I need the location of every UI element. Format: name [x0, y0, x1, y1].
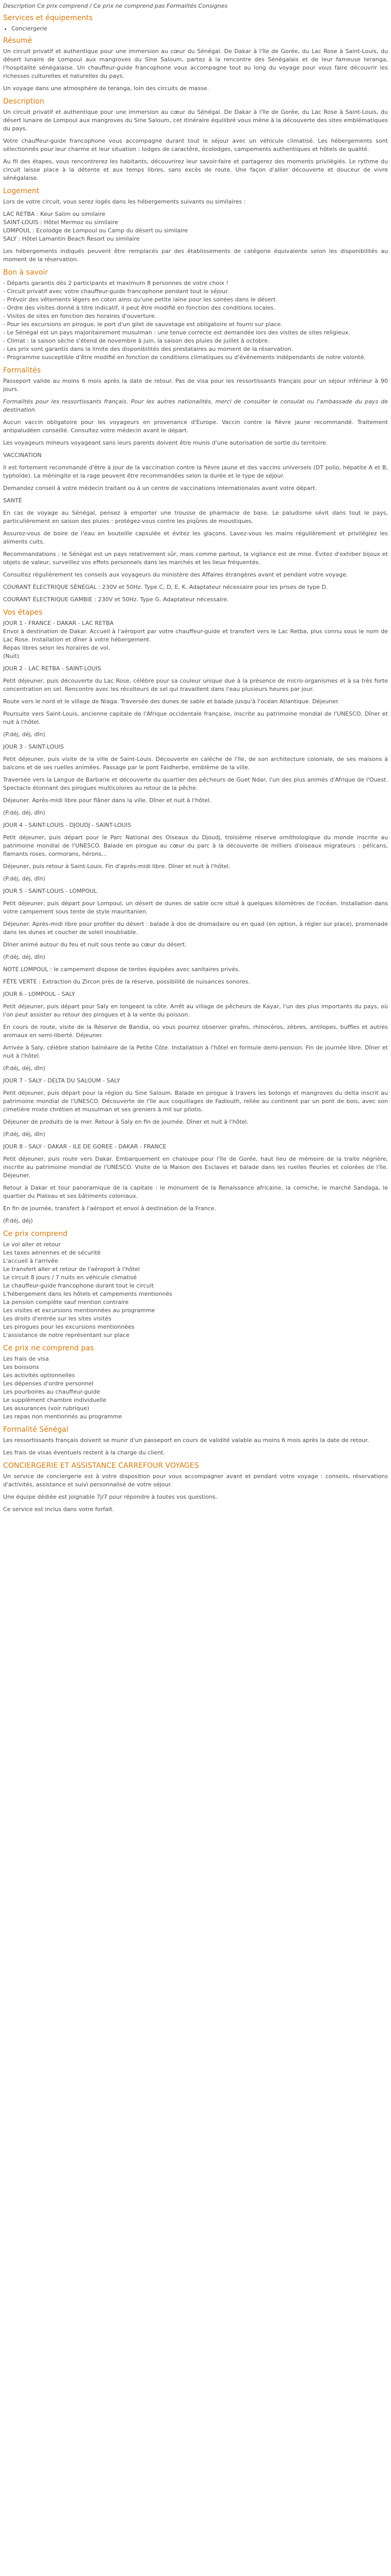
- logement-p1: Lors de votre circuit, vous serez logés dans les hébergements suivants ou similaires :: [3, 198, 246, 205]
- day6-p3: Arrivée à Saly, célèbre station balnéaire de la Petite Côte. Installation à l'hôtel en formule demi-pension. Fin de journée libre. Dîner et nuit à l'hôtel.: [3, 1044, 388, 1059]
- prix-comprend-item: Le vol aller et retour: [3, 1241, 61, 1248]
- day3-p1: Petit déjeuner, puis visite de la ville de Saint-Louis. Découverte en calèche de l'île, de son architecture coloniale, de ses maisons à balcons et de ses ruelles animées. Passage par le pont Faidherbe, emblème de la ville.: [3, 756, 388, 771]
- day8-meals: (P.déj, déj): [3, 1217, 33, 1224]
- sante-p1: En cas de voyage au Sénégal, pensez à emporter une trousse de pharmacie de base. Le paludisme sévit dans tout le pays, particulièrement en saison des pluies : protégez-vous contre les piqûres de moustiques.: [3, 510, 388, 524]
- etapes-day1: [3, 619, 388, 660]
- day5-p2: Déjeuner. Après-midi libre pour profiter du désert : balade à dos de dromadaire ou en quad (en option, à régler sur place), promenade dans les dunes et coucher de soleil inoubliable.: [3, 921, 388, 936]
- note-fete-verte: FÊTE VERTE : Extraction du Zircon près de la réserve, possibilité de nuisances sonores.: [3, 978, 250, 985]
- bonasavoir-item: - Départs garantis dès 2 participants et maximum 8 personnes de votre choix !: [3, 280, 229, 286]
- prix-ne-comprend-item: Les assurances (voir rubrique): [3, 1405, 90, 1412]
- prix-comprend-title: Ce prix comprend: [3, 1230, 68, 1238]
- vaccination-title: VACCINATION: [3, 452, 42, 459]
- day5-title: JOUR 5 - SAINT-LOUIS - LOMPOUL: [3, 888, 97, 894]
- day7-title: JOUR 7 - SALY - DELTA DU SALOUM - SALY: [3, 1077, 120, 1084]
- bonasavoir-item: - Ordre des visites donné à titre indicatif, il peut être modifié en fonction des conditions locales.: [3, 304, 275, 311]
- logement-line: LOMPOUL : Ecolodge de Lompoul ou Camp du désert ou similaire: [3, 227, 188, 234]
- prix-ne-comprend-item: Les boissons: [3, 1364, 39, 1370]
- prix-comprend-list: [3, 1241, 388, 1340]
- services-item: • Conciergerie: [11, 25, 388, 33]
- day7-p1: Petit déjeuner, puis départ pour la région du Sine Saloum. Balade en pirogue à travers les bolongs et mangroves du delta inscrit au patrimoine mondial de l'UNESCO. Découverte de l'île aux coquillages de Fadiouth, reliée au continent par un pont de bois, avec son cimetière mixte chrétien et musulman et ses greniers à mil sur pilotis.: [3, 1090, 388, 1113]
- courant-senegal: COURANT ÉLECTRIQUE SÉNÉGAL : 230V et 50Hz. Type C, D, E, K. Adaptateur nécessaire pour les prises de type D.: [3, 584, 328, 590]
- prix-ne-comprend-list: [3, 1355, 388, 1421]
- intro-line: Description Ce prix comprend / Ce prix ne comprend pas Formalités Consignes: [3, 3, 228, 9]
- prix-ne-comprend-title: Ce prix ne comprend pas: [3, 1344, 94, 1352]
- description-title: Description: [3, 97, 44, 106]
- prix-ne-comprend-item: Les repas non mentionnés au programme: [3, 1413, 122, 1420]
- vaccination-p1: Il est fortement recommandé d'être à jour de la vaccination contre la fièvre jaune et des vaccins universels (DT polio, hépatite A et B, typhoïde). La méningite et la rage peuvent être recommandées selon la durée et le type de séjour.: [3, 464, 388, 479]
- prix-comprend-item: Les visites et excursions mentionnées au programme: [3, 1307, 155, 1314]
- day4-meals: (P.déj, déj, dîn): [3, 875, 45, 882]
- bonasavoir-list: [3, 279, 388, 362]
- courant-gambie: COURANT ÉLECTRIQUE GAMBIE : 230V et 50Hz. Type G. Adaptateur nécessaire.: [3, 596, 229, 603]
- day6-p2: En cours de route, visite de la Réserve de Bandia, où vous pourrez observer girafes, rhinocéros, zèbres, antilopes, buffles et autres animaux en semi-liberté. Déjeuner.: [3, 1024, 388, 1039]
- prix-comprend-item: L'hébergement dans les hôtels et campements mentionnés: [3, 1291, 172, 1297]
- formalite-senegal-p1: Les ressortissants français doivent se munir d'un passeport en cours de validité valable au moins 6 mois après la date de retour.: [3, 1437, 369, 1444]
- bonasavoir-item: - Prévoir des vêtements légers en coton ainsi qu'une petite laine pour les soirées dans le désert.: [3, 296, 278, 303]
- prix-comprend-item: La pension complète sauf mention contraire: [3, 1299, 129, 1306]
- day2-title: JOUR 2 - LAC RETBA - SAINT-LOUIS: [3, 665, 101, 672]
- securite-p1: Recommandations : le Sénégal est un pays relativement sûr, mais comme partout, la vigilance est de mise. Évitez d'exhiber bijoux et objets de valeur, surveillez vos effets personnels dans les marchés et les lieux fréquentés.: [3, 551, 388, 566]
- prix-ne-comprend-item: Les pourboires au chauffeur-guide: [3, 1388, 100, 1395]
- formalites-p2: Formalités pour les ressortissants français. Pour les autres nationalités, merci de consulter le consulat ou l'ambassade du pays de destination.: [3, 398, 388, 413]
- prix-ne-comprend-item: Les dépenses d'ordre personnel: [3, 1380, 94, 1387]
- day2-meals: (P.déj, déj, dîn): [3, 731, 45, 738]
- conciergerie-title: CONCIERGERIE ET ASSISTANCE CARREFOUR VOYAGES: [3, 1462, 199, 1470]
- formalites-p1: Passeport valide au moins 6 mois après la date de retour. Pas de visa pour les ressortissants français pour un séjour inférieur à 90 jours.: [3, 378, 388, 393]
- prix-comprend-item: L'accueil à l'arrivée: [3, 1258, 58, 1264]
- vaccination-p2: Demandez conseil à votre médecin traitant ou à un centre de vaccinations internationales avant votre départ.: [3, 485, 317, 492]
- day4-title: JOUR 4 - SAINT-LOUIS - DJOUDJ - SAINT-LOUIS: [3, 822, 132, 828]
- resume-text: Un circuit privatif et authentique pour une immersion au cœur du Sénégal. De Dakar à l'île de Gorée, du Lac Rose à Saint-Louis, du désert lunaire de Lompoul aux mangroves du Sine Saloum, partez à la rencontre des Sénégalais et de leur fameuse teranga, l'hospitalité sénégalaise. Un chauffeur-guide francophone vous accompagne tout au long du voyage pour vous faire découvrir les richesses culturelles et naturelles du pays.: [3, 48, 388, 79]
- formalite-senegal-title: Formalité Sénégal: [3, 1426, 69, 1434]
- day5-p3: Dîner animé autour du feu et nuit sous tente au cœur du désert.: [3, 941, 187, 948]
- day7-p2: Déjeuner de produits de la mer. Retour à Saly en fin de journée. Dîner et nuit à l'hôtel.: [3, 1118, 249, 1125]
- day6-meals: (P.déj, déj, dîn): [3, 1065, 45, 1072]
- services-title: Services et équipements: [3, 14, 93, 22]
- bonasavoir-title: Bon à savoir: [3, 268, 48, 277]
- logement-title: Logement: [3, 187, 40, 195]
- day3-p3: Déjeuner. Après-midi libre pour flâner dans la ville. Dîner et nuit à l'hôtel.: [3, 797, 211, 804]
- day7-meals: (P.déj, déj, dîn): [3, 1131, 45, 1138]
- prix-ne-comprend-item: Les frais de visa: [3, 1355, 49, 1362]
- day8-p2: Retour à Dakar et tour panoramique de la capitale : le monument de la Renaissance africaine, la corniche, le marché Sandaga, le quartier du Plateau et ses bâtiments coloniaux.: [3, 1184, 388, 1199]
- conciergerie-p2: Une équipe dédiée est joignable 7j/7 pour répondre à toutes vos questions.: [3, 1494, 218, 1500]
- prix-comprend-item: Le chauffeur-guide francophone durant tout le circuit: [3, 1282, 154, 1289]
- logement-list: [3, 210, 388, 243]
- description-p2: Votre chauffeur-guide francophone vous accompagne durant tout le séjour avec un véhicule climatisé. Les hébergements sont sélectionnés pour leur charme et leur situation : lodges de caractère, écolodges, campements authentiques et hôtels de qualité.: [3, 138, 388, 152]
- day8-title: JOUR 8 - SALY - DAKAR - ILE DE GOREE - DAKAR - FRANCE: [3, 1143, 167, 1150]
- bonasavoir-item: - Programme susceptible d'être modifié en fonction de conditions climatiques ou d'événements indépendants de notre volonté.: [3, 354, 366, 361]
- day3-title: JOUR 3 - SAINT-LOUIS: [3, 743, 64, 750]
- day4-p1: Petit déjeuner, puis départ pour le Parc National des Oiseaux du Djoudj, troisième réserve ornithologique du monde inscrite au patrimoine mondial de l'UNESCO. Balade en pirogue au cœur du parc à la découverte de milliers d'oiseaux migrateurs : pélicans, flamants roses, cormorans, hérons...: [3, 834, 388, 857]
- formalites-p3: Aucun vaccin obligatoire pour les voyageurs en provenance d'Europe. Vaccin contre la fièvre jaune recommandé. Traitement antipaludéen conseillé. Consultez votre médecin avant le départ.: [3, 419, 388, 434]
- day2-p1: Petit déjeuner, puis découverte du Lac Rose, célèbre pour sa couleur unique due à la présence de micro-organismes et à sa très forte concentration en sel. Rencontre avec les récolteurs de sel qui travaillent dans l'eau plusieurs heures par jour.: [3, 677, 388, 692]
- product-document: [0, 2, 391, 1528]
- etapes-title: Vos étapes: [3, 608, 43, 617]
- description-p1: Un circuit privatif et authentique pour une immersion au cœur du Sénégal. De Dakar à l'île de Gorée, du Lac Rose à Saint-Louis, du désert lunaire de Lompoul aux mangroves du Sine Saloum, cet itinéraire équilibré vous mène à la découverte des sites emblématiques du pays.: [3, 109, 388, 132]
- day1-meals: (Nuit): [3, 653, 20, 659]
- day5-p1: Petit déjeuner, puis départ pour Lompoul, un désert de dunes de sable ocre situé à quelques kilomètres de l'océan. Installation dans votre campement sous tente de style mauritanien.: [3, 900, 388, 915]
- resume-text-2: Un voyage dans une atmosphère de teranga, loin des circuits de masse.: [3, 85, 209, 92]
- description-p3: Au fil des étapes, vous rencontrerez les habitants, découvrirez leur savoir-faire et partagerez des moments privilégiés. Le rythme du circuit laisse place à la détente et aux temps libres, sans excès de route. Une façon d'allier découverte et douceur de vivre sénégalaise.: [3, 158, 388, 181]
- day3-p2: Traversée vers la Langue de Barbarie et découverte du quartier des pêcheurs de Guet Ndar, l'un des plus animés d'Afrique de l'Ouest. Spectacle étonnant des pirogues multicolores au retour de la pêche.: [3, 776, 388, 791]
- prix-comprend-item: Les pirogues pour les excursions mentionnées: [3, 1324, 135, 1330]
- resume-title: Résumé: [3, 37, 32, 45]
- formalite-senegal-p2: Les frais de visas éventuels restent à la charge du client.: [3, 1449, 165, 1456]
- note-lompoul: NOTE LOMPOUL : le campement dispose de tentes équipées avec sanitaires privés.: [3, 966, 240, 973]
- bonasavoir-item: - Les prix sont garantis dans la limite des disponibilités des prestataires au moment de la réservation.: [3, 346, 293, 352]
- day1-meals-note: Repas libres selon les horaires de vol.: [3, 645, 110, 651]
- prix-ne-comprend-item: Le supplément chambre individuelle: [3, 1397, 107, 1403]
- day8-p1: Petit déjeuner, puis route vers Dakar. Embarquement en chaloupe pour l'île de Gorée, haut lieu de mémoire de la traite négrière, inscrite au patrimoine mondial de l'UNESCO. Visite de la Maison des Esclaves et balade dans les ruelles fleuries et colorées de l'île. Déjeuner.: [3, 1156, 388, 1179]
- logement-p2: Les hébergements indiqués peuvent être remplacés par des établissements de catégorie équivalente selon les disponibilités au moment de la réservation.: [3, 248, 388, 263]
- day1-title: JOUR 1 - FRANCE - DAKAR - LAC RETBA: [3, 620, 114, 626]
- day1-text: Envol à destination de Dakar. Accueil à l'aéroport par votre chauffeur-guide et transfert vers le Lac Retba, plus connu sous le nom de Lac Rose. Installation et dîner à votre hébergement.: [3, 628, 388, 643]
- conciergerie-p3: Ce service est inclus dans votre forfait.: [3, 1506, 115, 1513]
- formalites-p4: Les voyageurs mineurs voyageant sans leurs parents doivent être munis d'une autorisation de sortie du territoire.: [3, 439, 328, 446]
- day2-p2: Route vers le nord et le village de Niaga. Traversée des dunes de sable et balade jusqu'à l'océan Atlantique. Déjeuner.: [3, 698, 340, 705]
- logement-line: SALY : Hôtel Lamantin Beach Resort ou similaire: [3, 235, 140, 242]
- securite-p2: Consultez régulièrement les conseils aux voyageurs du ministère des Affaires étrangères avant et pendant votre voyage.: [3, 571, 348, 578]
- sante-p2: Assurez-vous de boire de l'eau en bouteille capsulée et évitez les glaçons. Lavez-vous les mains régulièrement et privilégiez les aliments cuits.: [3, 530, 388, 545]
- prix-comprend-item: L'assistance de notre représentant sur place: [3, 1332, 129, 1338]
- day4-p2: Déjeuner, puis retour à Saint-Louis. Fin d'après-midi libre. Dîner et nuit à l'hôtel.: [3, 863, 231, 870]
- logement-line: LAC RETBA : Keur Salim ou similaire: [3, 211, 106, 217]
- day6-p1: Petit déjeuner, puis départ pour Saly en longeant la côte. Arrêt au village de pêcheurs de Kayar, l'un des plus importants du pays, où l'on peut assister au retour des pirogues et à la vente du poisson.: [3, 1003, 388, 1018]
- prix-comprend-item: Les taxes aériennes et de sécurité: [3, 1249, 101, 1256]
- conciergerie-p1: Un service de conciergerie est à votre disposition pour vous accompagner avant et pendant votre voyage : conseils, réservations d'activités, assistance et suivi personnalisé de votre séjour.: [3, 1473, 388, 1488]
- bonasavoir-item: - Climat : la saison sèche s'étend de novembre à juin, la saison des pluies de juillet à octobre.: [3, 337, 270, 344]
- day3-meals: (P.déj, déj, dîn): [3, 809, 45, 816]
- sante-title: SANTÉ: [3, 497, 22, 504]
- day2-p3: Poursuite vers Saint-Louis, ancienne capitale de l'Afrique occidentale française, inscrite au patrimoine mondial de l'UNESCO. Dîner et nuit à l'hôtel.: [3, 710, 388, 725]
- bonasavoir-item: - Visites de sites en fonction des horaires d'ouverture.: [3, 313, 157, 319]
- services-list: [3, 25, 388, 33]
- prix-comprend-item: Le transfert aller et retour de l'aéroport à l'hôtel: [3, 1266, 140, 1273]
- bonasavoir-item: - Pour les excursions en pirogue, le port d'un gilet de sauvetage est obligatoire et fourni sur place.: [3, 321, 283, 328]
- prix-comprend-item: Le circuit 8 jours / 7 nuits en véhicule climatisé: [3, 1274, 137, 1281]
- logement-line: SAINT-LOUIS : Hôtel Mermoz ou similaire: [3, 219, 118, 226]
- prix-comprend-item: Les droits d'entrée sur les sites visités: [3, 1315, 111, 1322]
- day8-p3: En fin de journée, transfert à l'aéroport et envol à destination de la France.: [3, 1205, 216, 1212]
- bonasavoir-item: - Le Sénégal est un pays majoritairement musulman : une tenue correcte est demandée lors des visites de sites religieux.: [3, 329, 350, 336]
- day5-meals: (P.déj, déj, dîn): [3, 954, 45, 960]
- prix-ne-comprend-item: Les activités optionnelles: [3, 1372, 75, 1379]
- bonasavoir-item: - Circuit privatif avec votre chauffeur-guide francophone pendant tout le séjour.: [3, 288, 230, 295]
- day6-title: JOUR 6 - LOMPOUL - SALY: [3, 991, 75, 997]
- formalites-title: Formalités: [3, 366, 41, 375]
